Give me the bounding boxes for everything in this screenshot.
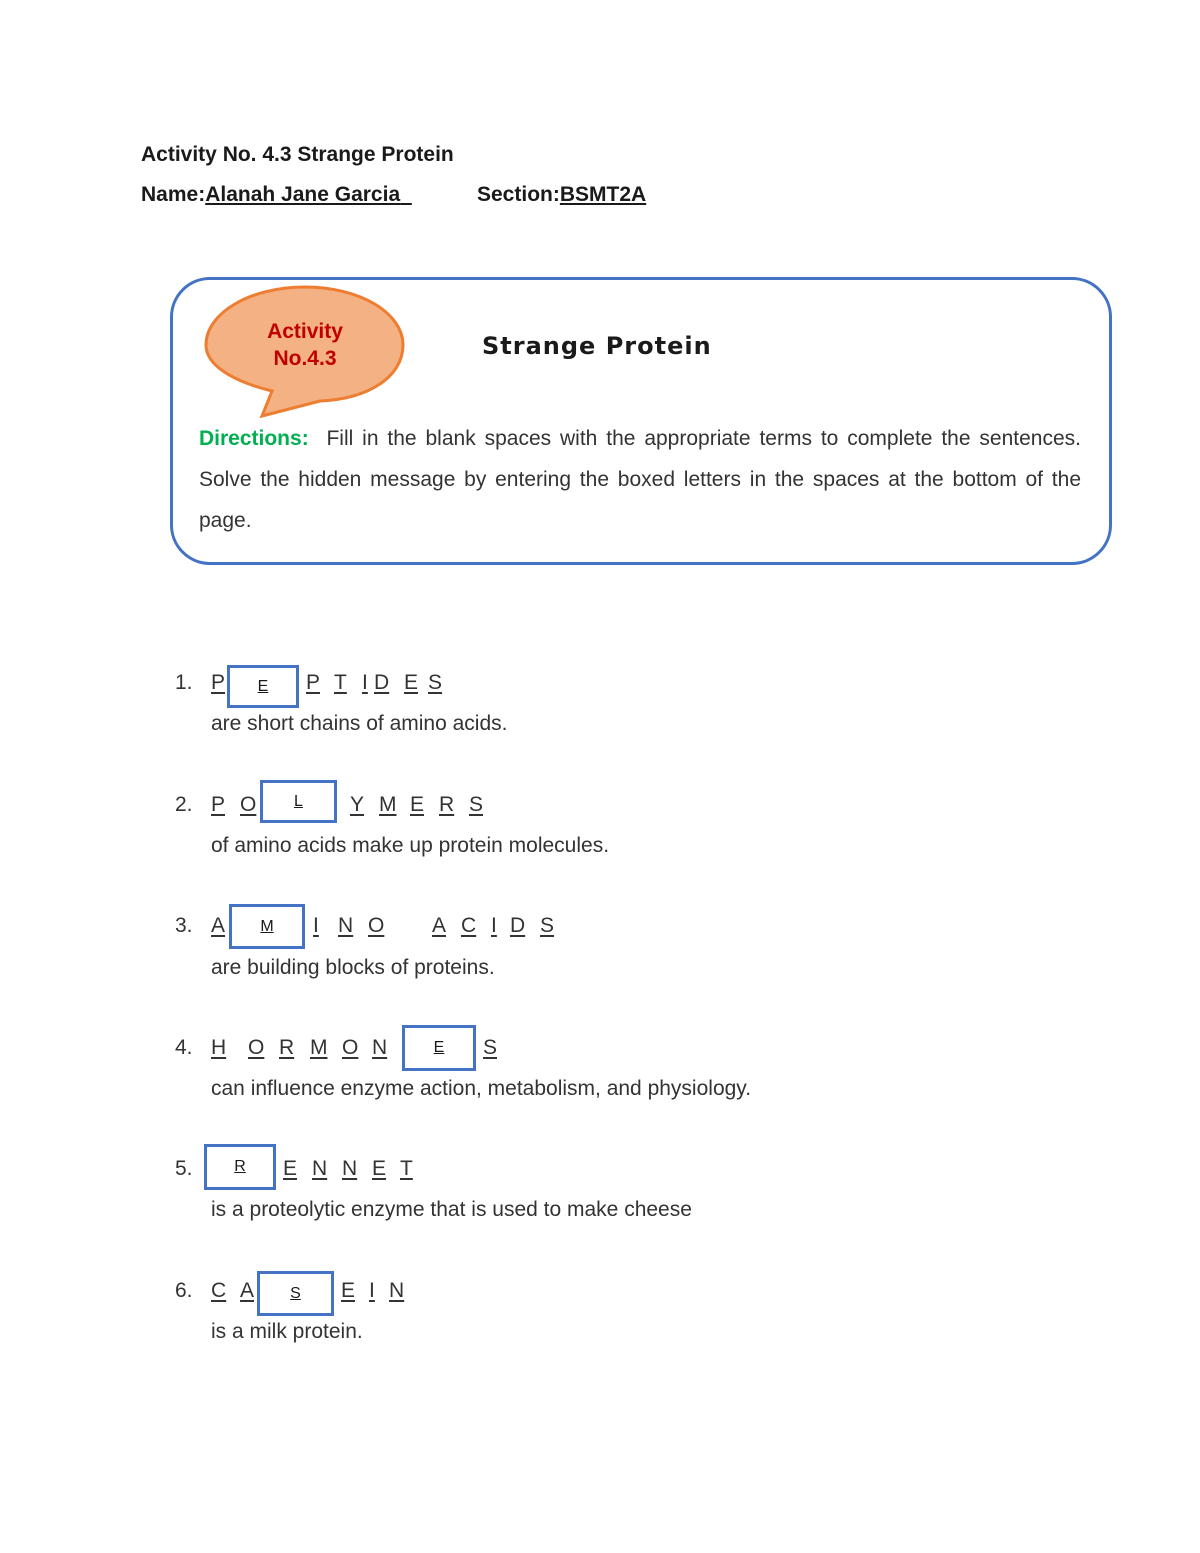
answer-letter: T: [334, 671, 347, 694]
answer-box: [204, 1144, 276, 1190]
answer-letter: I: [313, 914, 319, 937]
answer-letter: P: [211, 793, 226, 816]
section-value: BSMT2A: [559, 183, 647, 206]
name-row: [141, 183, 412, 207]
section-label: Section:: [477, 183, 560, 206]
answer-letter: D: [374, 671, 390, 694]
answer-letter: D: [510, 914, 526, 937]
answer-letter: N: [338, 914, 354, 937]
answer-letter: O: [368, 914, 385, 937]
name-value: Alanah Jane Garcia: [205, 183, 401, 206]
answer-letter: O: [248, 1036, 265, 1059]
answer-box: [229, 904, 305, 949]
item-sentence: can influence enzyme action, metabolism, and physiology.: [211, 1077, 752, 1100]
answer-letter: S: [469, 793, 484, 816]
answer-box: [260, 780, 337, 823]
boxed-letter: M: [260, 917, 274, 935]
boxed-letter: S: [290, 1284, 301, 1302]
answer-letter: S: [483, 1036, 498, 1059]
answer-letter: A: [211, 914, 226, 937]
answer-letter: E: [410, 793, 425, 816]
answer-letter: I: [369, 1279, 375, 1302]
boxed-letter: L: [294, 792, 303, 810]
answer-letter: O: [240, 793, 257, 816]
item-number: 2.: [175, 793, 193, 816]
answer-letter: N: [389, 1279, 405, 1302]
item-number: 1.: [175, 671, 193, 694]
answer-letter: E: [372, 1157, 387, 1180]
item-number: 6.: [175, 1279, 193, 1302]
panel-title: Strange Protein: [482, 332, 712, 360]
boxed-letter: R: [234, 1158, 246, 1175]
answer-letter: C: [461, 914, 477, 937]
item-sentence: is a proteolytic enzyme that is used to make cheese: [211, 1198, 692, 1221]
answer-letter: N: [372, 1036, 388, 1059]
directions-text: [199, 418, 1081, 541]
answer-letter: M: [379, 793, 397, 816]
item-number: 3.: [175, 914, 193, 937]
answer-letter: R: [439, 793, 455, 816]
directions-label: Directions:: [199, 427, 309, 450]
answer-letter: R: [279, 1036, 295, 1059]
section-row: [477, 183, 646, 207]
item-sentence: is a milk protein.: [211, 1320, 363, 1343]
answer-letter: O: [342, 1036, 359, 1059]
answer-letter: Y: [350, 793, 365, 816]
answer-letter: H: [211, 1036, 227, 1059]
answer-letter: E: [341, 1279, 356, 1302]
bubble-line-2: No.4.3: [273, 347, 337, 370]
answer-box: [227, 665, 299, 708]
answer-letter: A: [240, 1279, 255, 1302]
answer-letter: N: [342, 1157, 358, 1180]
answer-letter: M: [310, 1036, 328, 1059]
answer-letter: P: [306, 671, 321, 694]
bubble-label: [205, 318, 405, 372]
answer-letter: P: [211, 671, 226, 694]
answer-letter: I: [491, 914, 497, 937]
item-sentence: of amino acids make up protein molecules.: [211, 834, 610, 857]
name-label: Name:: [141, 183, 206, 206]
answer-letter: A: [432, 914, 447, 937]
boxed-letter: E: [433, 1039, 445, 1056]
answer-box: [402, 1025, 476, 1071]
answer-letter: T: [400, 1157, 413, 1180]
item-number: 4.: [175, 1036, 193, 1059]
answer-letter: S: [540, 914, 555, 937]
answer-letter: E: [404, 671, 419, 694]
answer-letter: I: [362, 671, 368, 694]
answer-letter: C: [211, 1279, 227, 1302]
answer-letter: S: [428, 671, 443, 694]
directions-body: Fill in the blank spaces with the appropriate terms to complete the sentences. Solve the hidden message by entering the boxed letters in the spaces at the bottom of the page.: [199, 427, 1081, 532]
item-sentence: are short chains of amino acids.: [211, 712, 508, 735]
activity-title: Activity No. 4.3 Strange Protein: [141, 143, 454, 166]
answer-letter: E: [283, 1157, 298, 1180]
item-sentence: are building blocks of proteins.: [211, 956, 495, 979]
boxed-letter: E: [257, 677, 269, 695]
answer-letter: N: [312, 1157, 328, 1180]
item-number: 5.: [175, 1157, 193, 1180]
bubble-line-1: Activity: [267, 320, 343, 343]
answer-box: [257, 1271, 334, 1316]
